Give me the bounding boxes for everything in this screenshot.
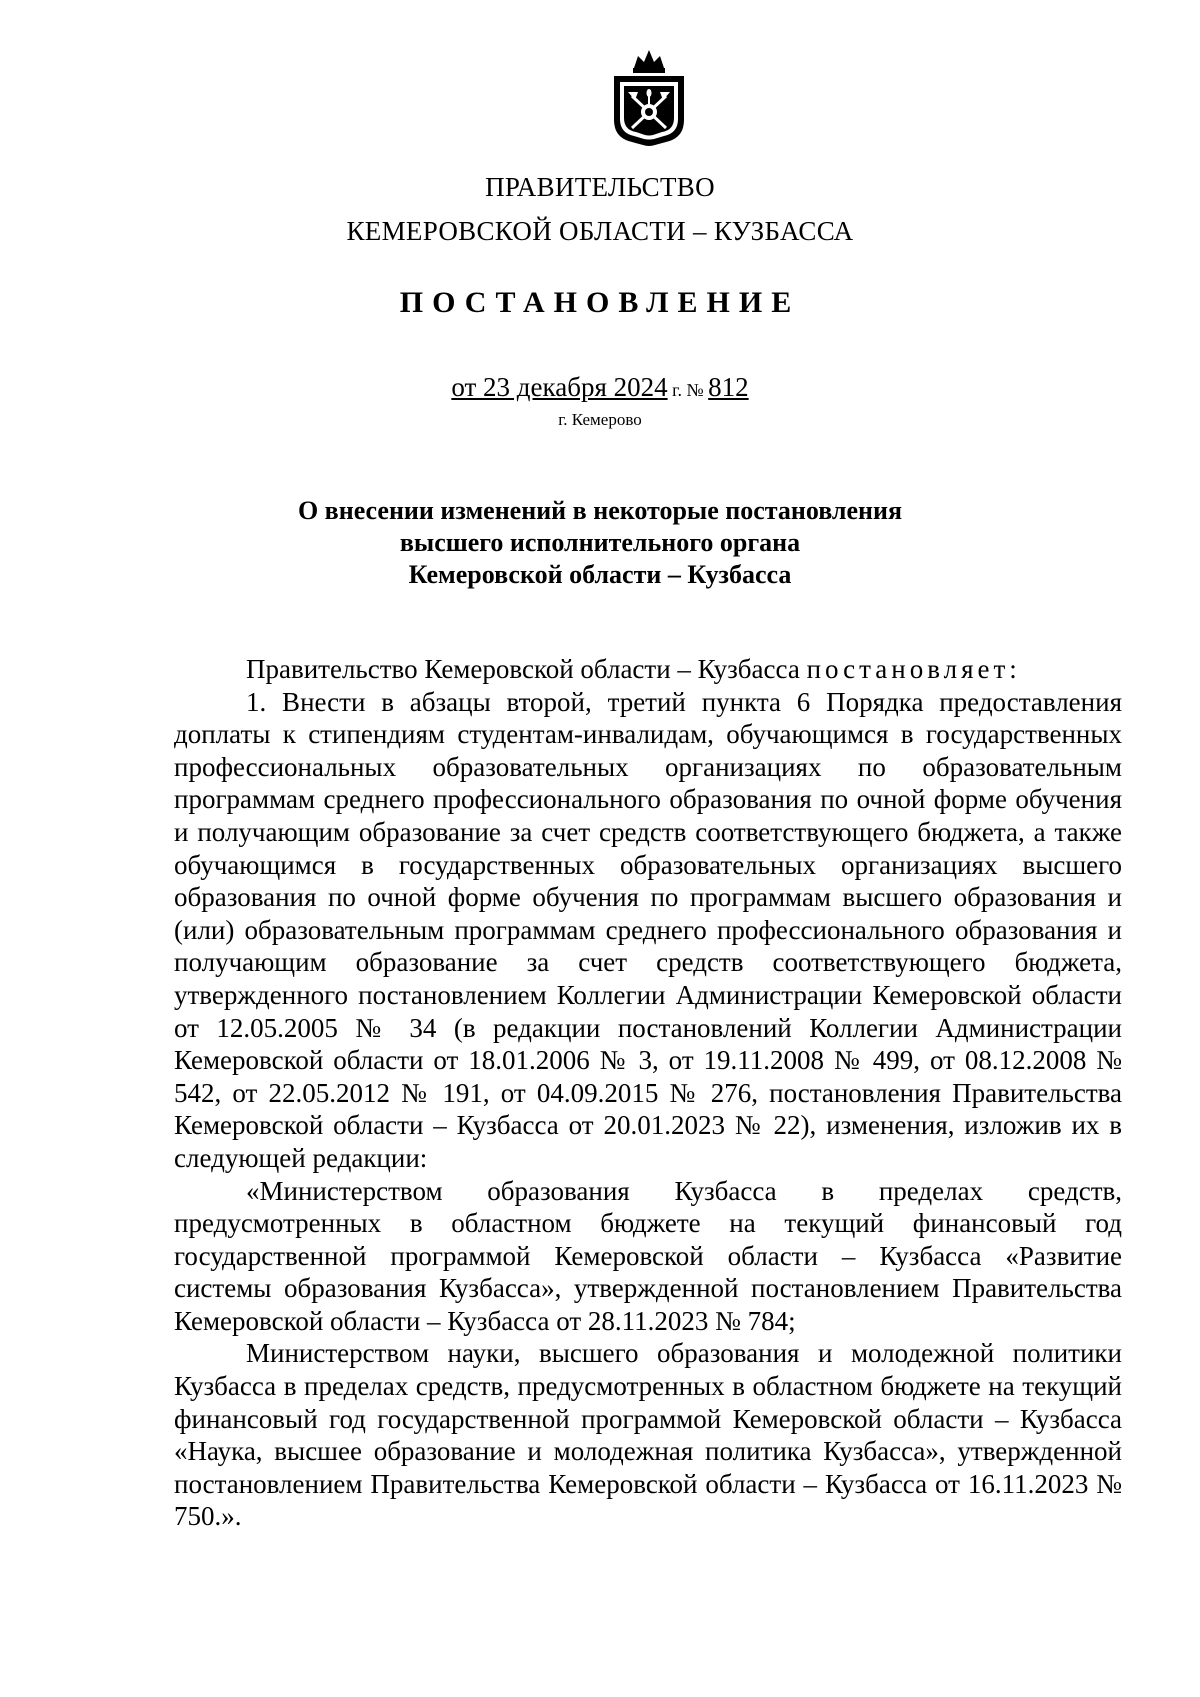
government-name-line1: ПРАВИТЕЛЬСТВО — [485, 172, 715, 202]
date-number-line — [0, 372, 1200, 403]
intro-text: Правительство Кемеровской области – Кузбасса — [246, 654, 807, 684]
document-body — [174, 653, 1122, 1533]
paragraph-3: Министерством науки, высшего образования и молодежной политики Кузбасса в пределах средств, предусмотренных в областном бюджете на текущий финансовый год государственной программой Кемеровской области – Кузбасса «Наука, высшее образование и молодежная политика Кузбасса», утвержденной постановлением Правительства Кемеровской области – Кузбасса от 16.11.2023 № 750.». — [174, 1338, 1122, 1532]
government-name-line2: КЕМЕРОВСКОЙ ОБЛАСТИ – КУЗБАССА — [346, 216, 854, 246]
document-number: 812 — [708, 372, 749, 402]
document-title-line3: Кемеровской области – Кузбасса — [408, 560, 792, 589]
document-type-heading: ПОСТАНОВЛЕНИЕ — [399, 286, 801, 319]
coat-of-arms-icon — [608, 46, 690, 152]
document-title-line1: О внесении изменений в некоторые постановления — [297, 496, 903, 525]
city-label: г. Кемерово — [558, 410, 642, 429]
year-suffix: г. — [667, 380, 682, 400]
paragraph-2: «Министерством образования Кузбасса в пределах средств, предусмотренных в областном бюджете на текущий финансовый год государственной программой Кемеровской области – Кузбасса «Развитие системы образования Кузбасса», утвержденной постановлением Правительства Кемеровской области – Кузбасса от 28.11.2023 № 784; — [174, 1175, 1122, 1336]
number-prefix: № — [681, 380, 709, 400]
intro-verb: постановляет: — [806, 654, 1021, 684]
document-title-line2: высшего исполнительного органа — [399, 528, 801, 557]
paragraph-1: 1. Внести в абзацы второй, третий пункта 6 Порядка предоставления доплаты к стипендиям студентам-инвалидам, обучающимся в государственных профессиональных образовательных организациях по образовательным программам среднего профессионального образования по очной форме обучения и получающим образование за счет средств соответствующего бюджета, а также обучающимся в государственных образовательных организациях высшего образования по очной форме обучения по программам высшего образования и (или) образовательным программам среднего профессионального образования и получающим образование за счет средств соответствующего бюджета, утвержденного постановлением Коллегии Администрации Кемеровской области от 12.05.2005 № 34 (в редакции постановлений Коллегии Администрации Кемеровской области от 18.01.2006 № 3, от 19.11.2008 № 499, от 08.12.2008 № 542, от 22.05.2012 № 191, от 04.09.2015 № 276, постановления Правительства Кемеровской области – Кузбасса от 20.01.2023 № 22), изменения, изложив их в следующей редакции: — [174, 686, 1122, 1173]
intro-paragraph — [174, 653, 1122, 686]
document-date: от 23 декабря 2024 — [451, 372, 668, 402]
